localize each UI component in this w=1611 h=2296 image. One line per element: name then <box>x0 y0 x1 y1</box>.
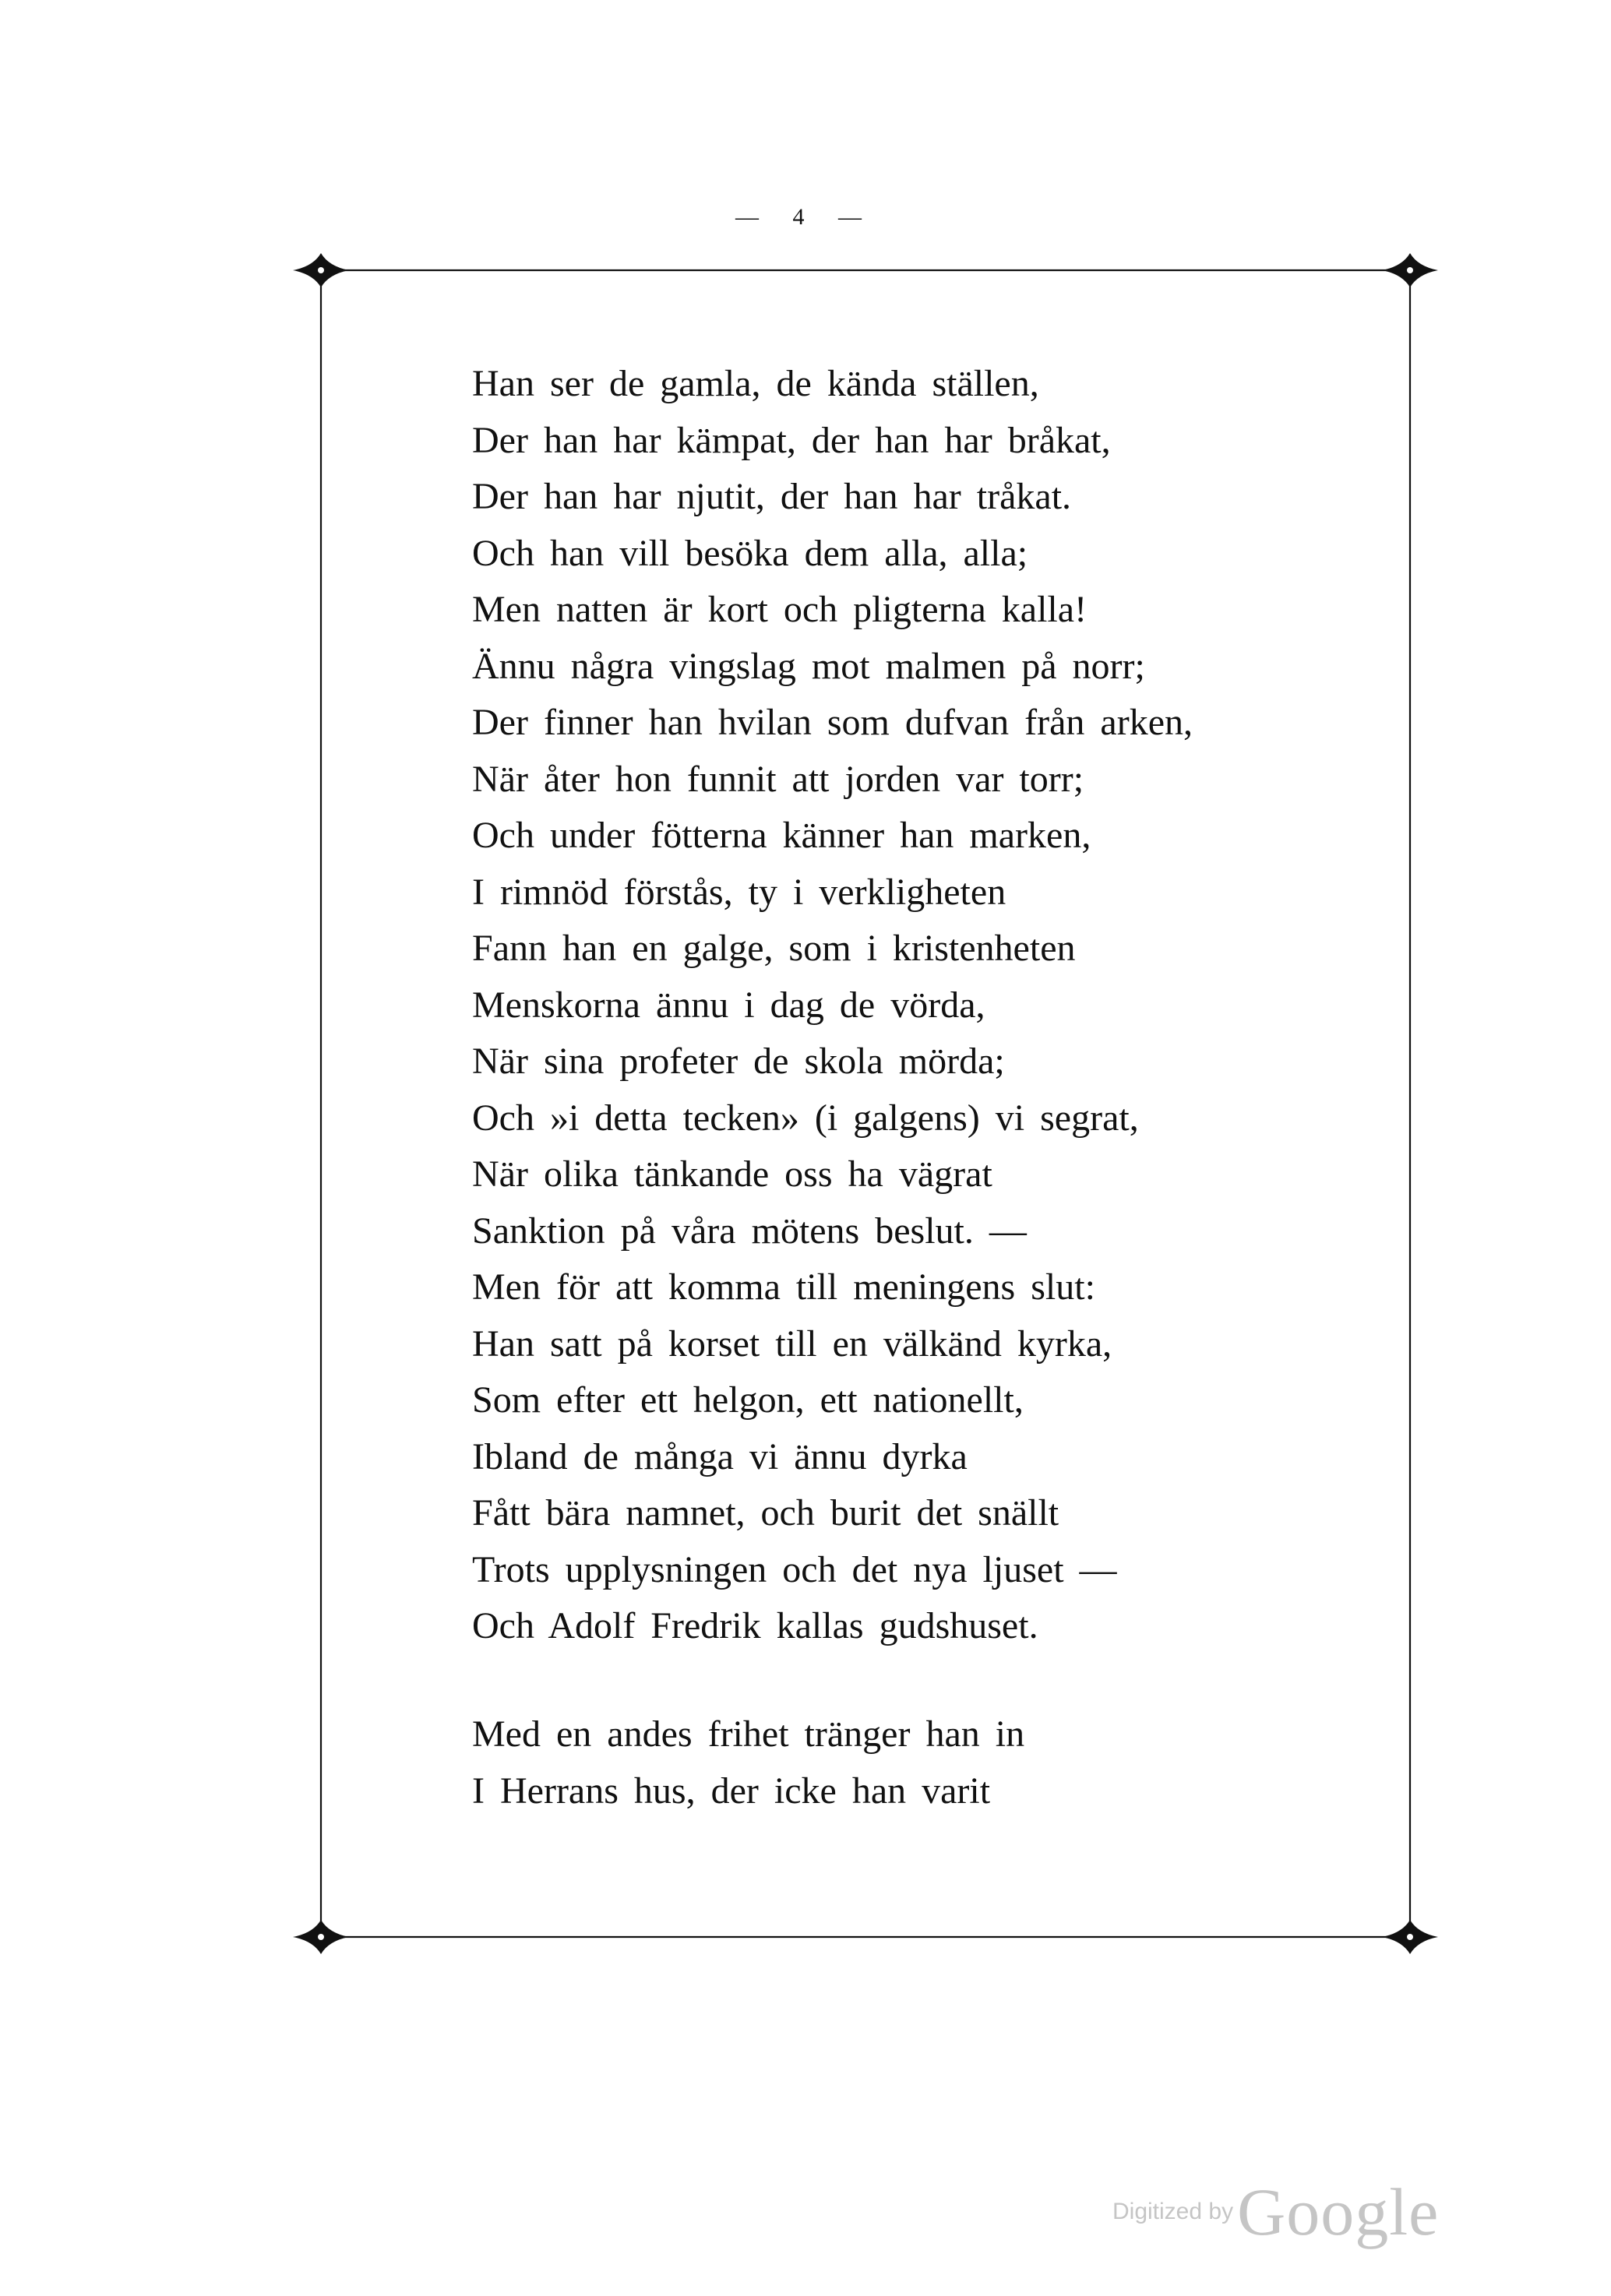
digitized-by-google-watermark <box>1112 2173 1439 2251</box>
poem-line: Trots upplysningen och det nya ljuset — <box>472 1548 1117 1590</box>
poem-line: Med en andes frihet tränger han in <box>472 1713 1025 1755</box>
poem-stanza <box>472 1706 1024 1819</box>
poem-line: Och under fötterna känner han marken, <box>472 815 1091 856</box>
poem-line: Och »i detta tecken» (i galgens) vi segrat, <box>472 1097 1139 1139</box>
poem-line: Han ser de gamla, de kända ställen, <box>472 363 1039 404</box>
poem-line: Fann han en galge, som i kristenheten <box>472 928 1076 969</box>
page-number: — 4 — <box>735 204 876 230</box>
poem-line: Och Adolf Fredrik kallas gudshuset. <box>472 1605 1038 1646</box>
poem-line: Der han har kämpat, der han har bråkat, <box>472 419 1111 461</box>
corner-ornament-icon <box>293 253 349 287</box>
poem-line: Ibland de många vi ännu dyrka <box>472 1435 968 1477</box>
poem-line: Sanktion på våra mötens beslut. — <box>472 1210 1027 1252</box>
poem-line: När sina profeter de skola mörda; <box>472 1041 1005 1082</box>
poem-line: Fått bära namnet, och burit det snällt <box>472 1492 1059 1534</box>
poem-line: Som efter ett helgon, ett nationellt, <box>472 1379 1024 1421</box>
poem-line: Menskorna ännu i dag de vörda, <box>472 984 985 1026</box>
poem-line: Men för att komma till meningens slut: <box>472 1266 1095 1308</box>
poem-line: När olika tänkande oss ha vägrat <box>472 1153 992 1195</box>
corner-ornament-icon <box>1382 253 1438 287</box>
poem-line: Han satt på korset till en välkänd kyrka, <box>472 1322 1112 1365</box>
poem-line: När åter hon funnit att jorden var torr; <box>472 758 1084 800</box>
poem-line: Och han vill besöka dem alla, alla; <box>472 532 1028 574</box>
poem-line: Der finner han hvilan som dufvan från arken, <box>472 702 1193 743</box>
poem-line: Der han har njutit, der han har tråkat. <box>472 476 1072 517</box>
poem-line: Men natten är kort och pligterna kalla! <box>472 589 1088 630</box>
watermark-prefix: Digitized by <box>1112 2199 1234 2224</box>
poem-line: I Herrans hus, der icke han varit <box>472 1770 991 1812</box>
google-logo: Google <box>1237 2175 1440 2249</box>
corner-ornament-icon <box>293 1920 349 1954</box>
corner-ornament-icon <box>1382 1920 1438 1954</box>
poem-stanza <box>472 356 1193 1655</box>
poem-line: I rimnöd förstås, ty i verkligheten <box>472 871 1006 913</box>
poem-line: Ännu några vingslag mot malmen på norr; <box>472 645 1145 687</box>
